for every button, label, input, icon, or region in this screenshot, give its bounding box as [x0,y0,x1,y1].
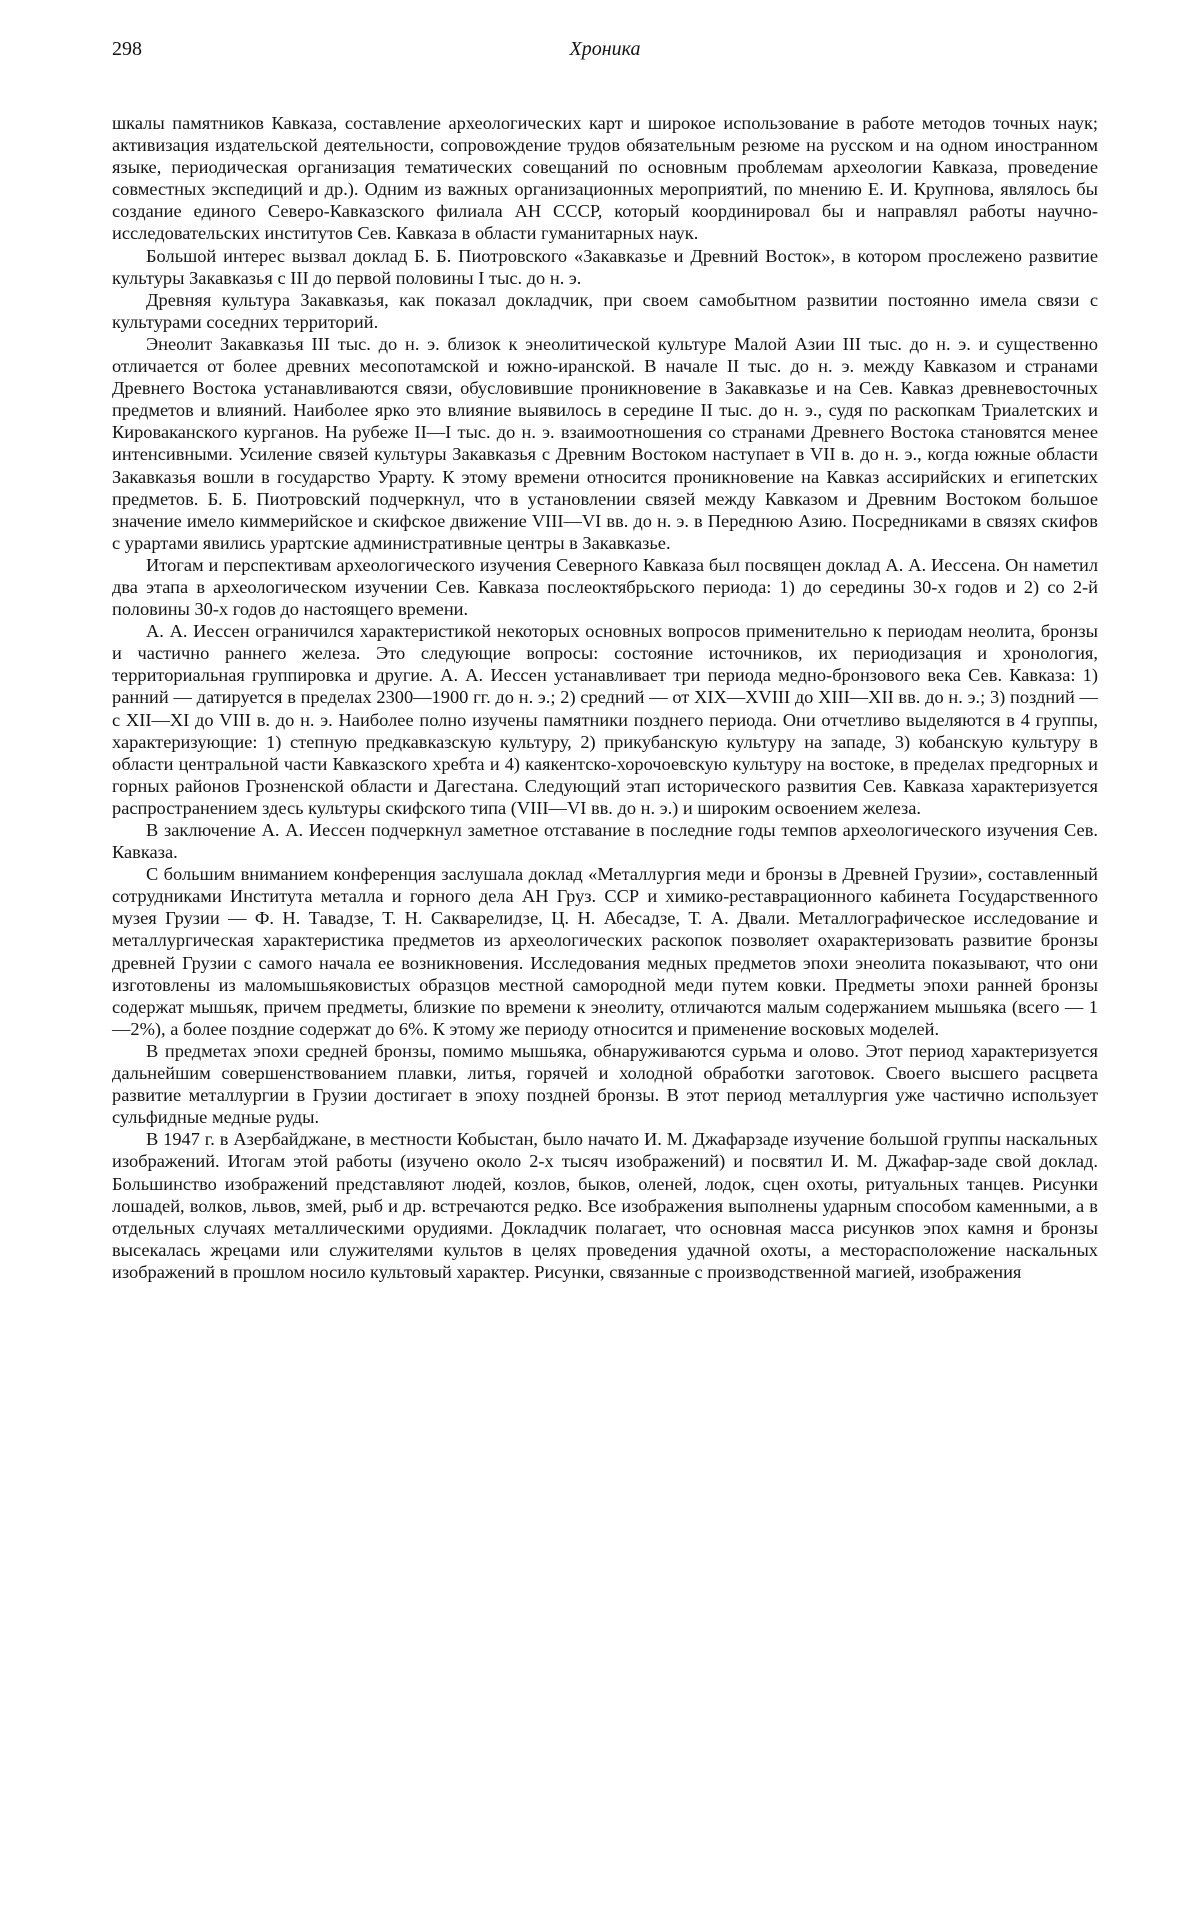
paragraph: Большой интерес вызвал доклад Б. Б. Пиотровского «Закавказье и Древний Восток», в котором прослежено развитие культуры Закавказья с III до первой половины I тыс. до н. э. [112,245,1098,288]
article-body [112,112,1098,1283]
paragraph: С большим вниманием конференция заслушала доклад «Металлургия меди и бронзы в Древней Грузии», составленный сотрудниками Института металла и горного дела АН Груз. ССР и химико-реставрационного кабинета Государственного музея Грузии — Ф. Н. Тавадзе, Т. Н. Сакварелидзе, Ц. Н. Абесадзе, Т. А. Двали. Металлографическое исследование и металлургическая характеристика предметов из археологических раскопок позволяет охарактеризовать развитие бронзы древней Грузии с самого начала ее возникновения. Исследования медных предметов эпохи энеолита показывают, что они изготовлены из маломышьяковистых образцов местной самородной меди путем ковки. Предметы эпохи ранней бронзы содержат мышьяк, причем предметы, близкие по времени к энеолиту, отличаются малым содержанием мышьяка (всего — 1—2%), а более поздние содержат до 6%. К этому же периоду относится и применение восковых моделей. [112,864,1098,1039]
paragraph: В заключение А. А. Иессен подчеркнул заметное отставание в последние годы темпов археологического изучения Сев. Кавказа. [112,820,1098,863]
paragraph: Энеолит Закавказья III тыс. до н. э. близок к энеолитической культуре Малой Азии III тыс. до н. э. и существенно отличается от более древних месопотамской и южно-иранской. В начале II тыс. до н. э. между Кавказом и странами Древнего Востока устанавливаются связи, обусловившие проникновение в Закавказье и на Сев. Кавказ древневосточных предметов и влияний. Наиболее ярко это влияние выявилось в середине II тыс. до н. э., судя по раскопкам Триалетских и Кироваканского курганов. На рубеже II—I тыс. до н. э. взаимоотношения со странами Древнего Востока становятся менее интенсивными. Усиление связей культуры Закавказья с Древним Востоком наступает в VII в. до н. э., когда южные области Закавказья вошли в государство Урарту. К этому времени относится проникновение на Кавказ ассирийских и египетских предметов. Б. Б. Пиотровский подчеркнул, что в установлении связей между Кавказом и Древним Востоком большое значение имело киммерийское и скифское движение VIII—VI вв. до н. э. в Переднюю Азию. Посредниками в связях скифов с урартами явились урартские административные центры в Закавказье. [112,333,1098,553]
page-header [112,38,1098,82]
paragraph: Итогам и перспективам археологического изучения Северного Кавказа был посвящен доклад А. А. Иессена. Он наметил два этапа в археологическом изучении Сев. Кавказа послеоктябрьского периода: 1) до середины 30-х годов и 2) со 2-й половины 30-х годов до настоящего времени. [112,554,1098,620]
paragraph: Древняя культура Закавказья, как показал докладчик, при своем самобытном развитии постоянно имела связи с культурами соседних территорий. [112,289,1098,332]
page-number: 298 [112,38,142,60]
running-title: Хроника [569,38,641,60]
paragraph: В предметах эпохи средней бронзы, помимо мышьяка, обнаруживаются сурьма и олово. Этот период характеризуется дальнейшим совершенствованием плавки, литья, горячей и холодной обработки заготовок. Своего высшего расцвета развитие металлургии в Грузии достигает в эпоху поздней бронзы. В этот период металлургия уже частично использует сульфидные медные руды. [112,1040,1098,1128]
paragraph: А. А. Иессен ограничился характеристикой некоторых основных вопросов применительно к периодам неолита, бронзы и частично раннего железа. Это следующие вопросы: состояние источников, их периодизация и хронология, территориальная группировка и другие. А. А. Иессен устанавливает три периода медно-бронзового века Сев. Кавказа: 1) ранний — датируется в пределах 2300—1900 гг. до н. э.; 2) средний — от XIX—XVIII до XIII—XII вв. до н. э.; 3) поздний — с XII—XI до VIII в. до н. э. Наиболее полно изучены памятники позднего периода. Они отчетливо выделяются в 4 группы, характеризующие: 1) степную предкавказскую культуру, 2) прикубанскую культуру на западе, 3) кобанскую культуру в области центральной части Кавказского хребта и 4) каякентско-хорочоевскую культуру на востоке, в пределах предгорных и горных районов Грозненской области и Дагестана. Следующий этап исторического развития Сев. Кавказа характеризуется распространением здесь культуры скифского типа (VIII—VI вв. до н. э.) и широким освоением железа. [112,621,1098,818]
paragraph-continued: шкалы памятников Кавказа, составление археологических карт и широкое использование в работе методов точных наук; активизация издательской деятельности, сопровождение трудов обязательным резюме на русском и на одном иностранном языке, периодическая организация тематических совещаний по основным проблемам археологии Кавказа, проведение совместных экспедиций и др.). Одним из важных организационных мероприятий, по мнению Е. И. Крупнова, являлось бы создание единого Северо-Кавказского филиала АН СССР, который координировал бы и направлял работы научно-исследовательских институтов Сев. Кавказа в области гуманитарных наук. [112,113,1098,244]
paragraph: В 1947 г. в Азербайджане, в местности Кобыстан, было начато И. М. Джафарзаде изучение большой группы наскальных изображений. Итогам этой работы (изучено около 2-х тысяч изображений) и посвятил И. М. Джафар-заде свой доклад. Большинство изображений представляют людей, козлов, быков, оленей, лодок, сцен охоты, ритуальных танцев. Рисунки лошадей, волков, львов, змей, рыб и др. встречаются редко. Все изображения выполнены ударным способом каменными, а в отдельных случаях металлическими орудиями. Докладчик полагает, что основная масса рисунков эпох камня и бронзы высекалась жрецами или служителями культов в целях проведения удачной охоты, а месторасположение наскальных изображений в прошлом носило культовый характер. Рисунки, связанные с производственной магией, изображения [112,1129,1098,1282]
